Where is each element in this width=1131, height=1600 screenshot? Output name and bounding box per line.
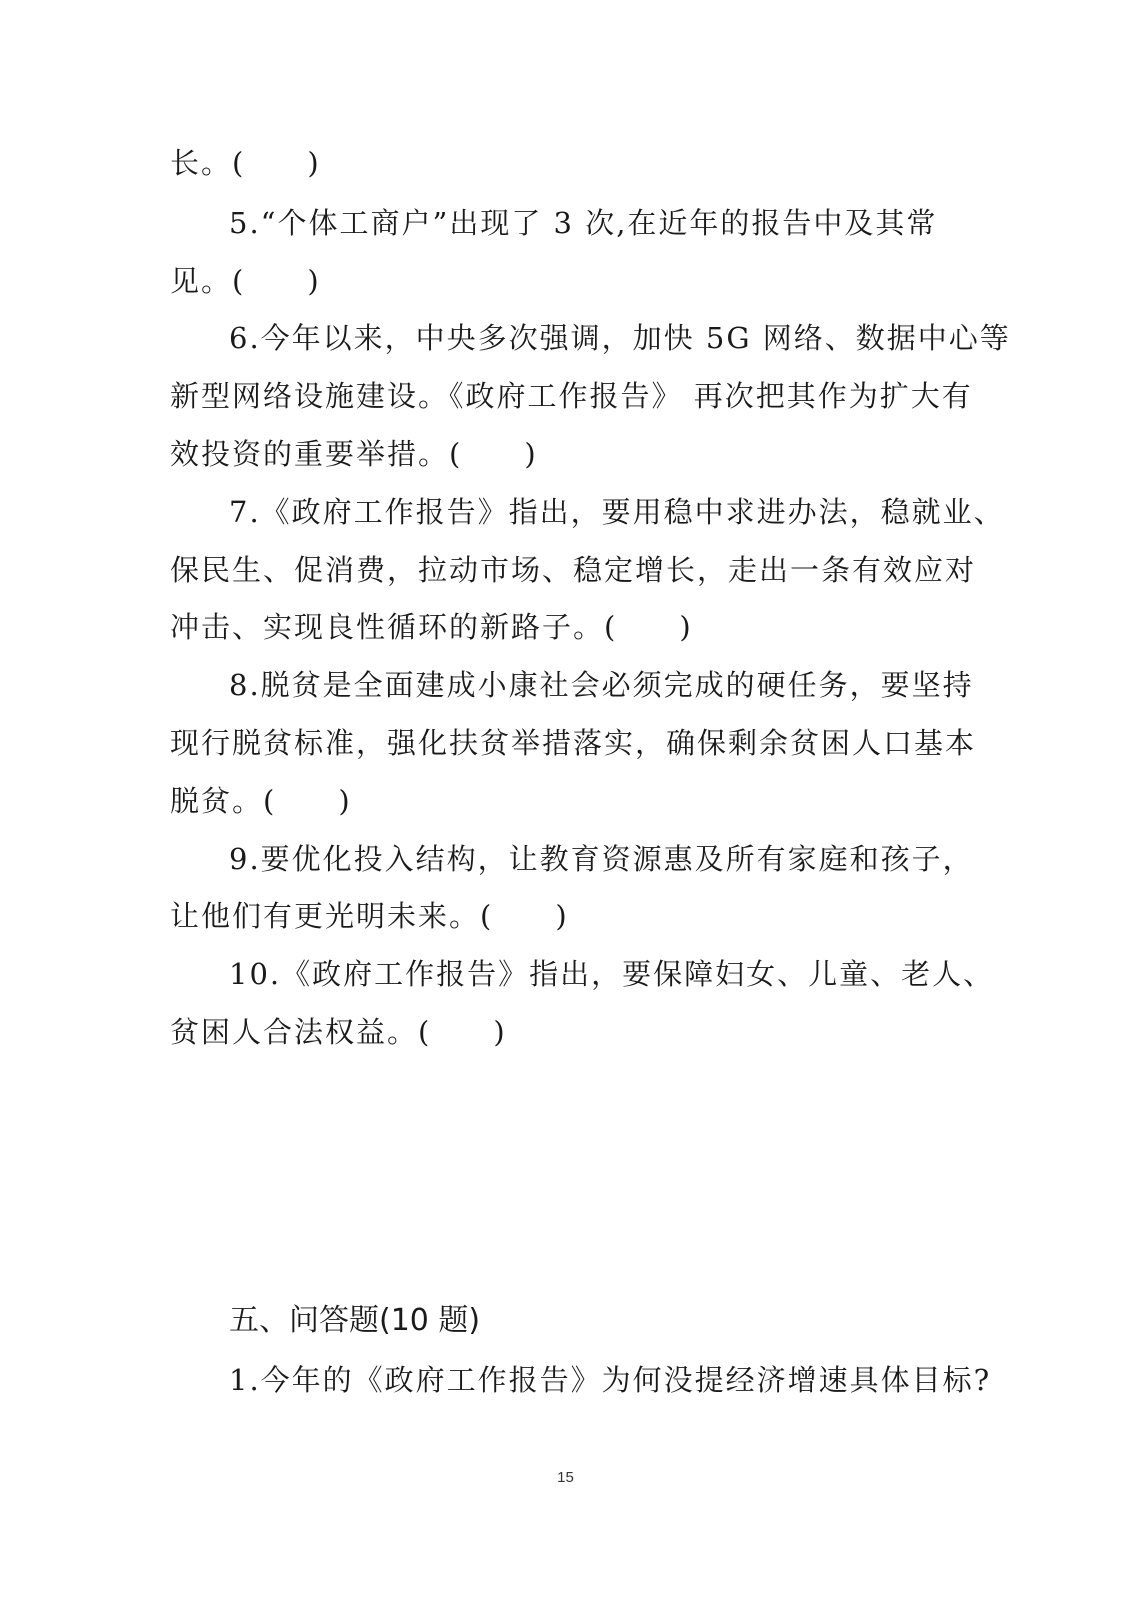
- statement-7-line-1: 7.《政府工作报告》指出，要用稳中求进办法，稳就业、: [229, 495, 1005, 529]
- page-number: 15: [557, 1469, 574, 1486]
- statement-10-line-1: 10.《政府工作报告》指出，要保障妇女、儿童、老人、: [229, 957, 995, 991]
- statement-4-continuation: 长。( ): [170, 146, 321, 180]
- statement-8-line-2: 现行脱贫标准，强化扶贫举措落实，确保剩余贫困人口基本: [170, 726, 977, 760]
- statement-9-line-2: 让他们有更光明未来。( ): [170, 899, 569, 933]
- question-1: 1.今年的《政府工作报告》为何没提经济增速具体目标?: [229, 1363, 992, 1397]
- statement-6-line-2: 新型网络设施建设。《政府工作报告》 再次把其作为扩大有: [170, 379, 973, 413]
- section-heading: 五、问答题(10 题): [229, 1303, 481, 1338]
- statement-8-line-3: 脱贫。( ): [170, 784, 352, 818]
- statement-7-line-3: 冲击、实现良性循环的新路子。( ): [170, 610, 693, 644]
- statement-7-line-2: 保民生、促消费，拉动市场、稳定增长，走出一条有效应对: [170, 553, 977, 587]
- statement-6-line-1: 6.今年以来，中央多次强调，加快 5G 网络、数据中心等: [229, 321, 1011, 355]
- statement-5-line-2: 见。( ): [170, 264, 321, 298]
- statement-8-line-1: 8.脱贫是全面建成小康社会必须完成的硬任务，要坚持: [229, 668, 974, 702]
- statement-6-line-3: 效投资的重要举措。( ): [170, 437, 538, 471]
- statement-10-line-2: 贫困人合法权益。( ): [170, 1015, 507, 1049]
- statement-5-line-1: 5.“个体工商户”出现了 3 次,在近年的报告中及其常: [229, 206, 938, 240]
- statement-9-line-1: 9.要优化投入结构，让教育资源惠及所有家庭和孩子，: [229, 842, 974, 876]
